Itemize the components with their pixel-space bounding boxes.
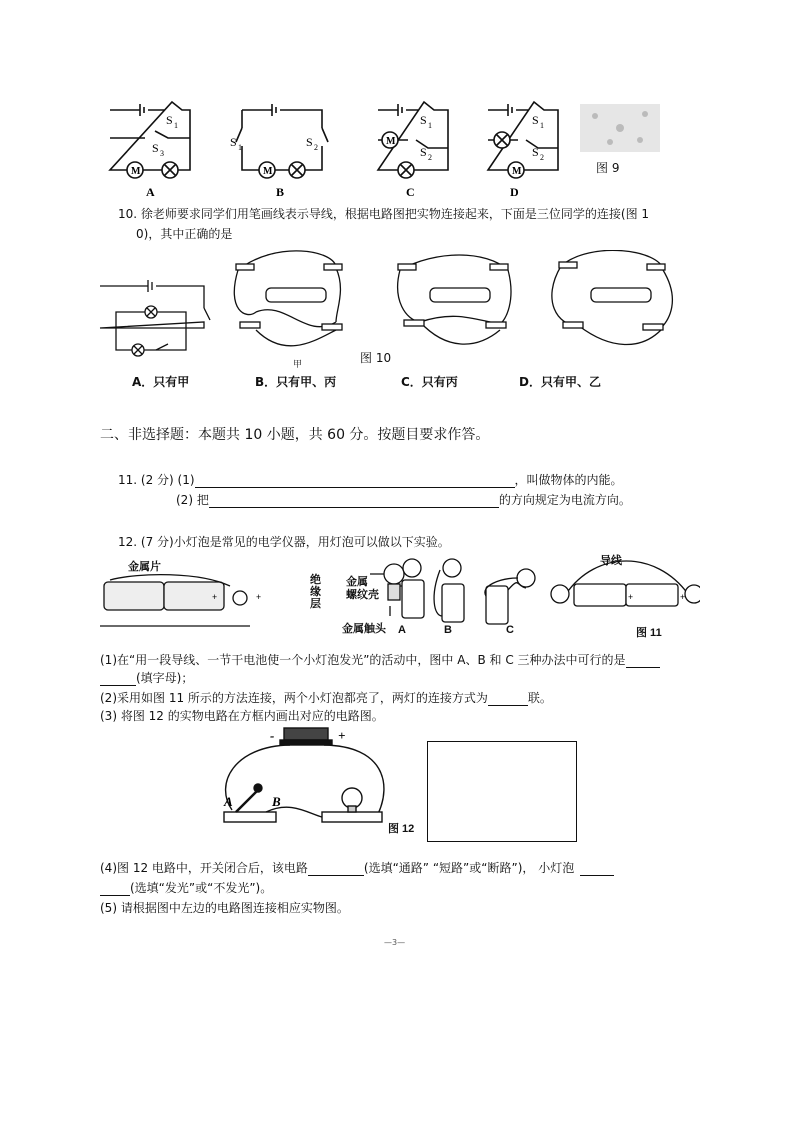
drawing-box[interactable] <box>427 741 577 842</box>
label-metal-shell-1: 金属 <box>346 576 368 588</box>
switch-label-s: S <box>230 135 237 149</box>
page-number: —3— <box>384 938 406 947</box>
battery-minus: - <box>270 728 275 743</box>
q12-blank-4a[interactable] <box>308 863 364 876</box>
q12-blank-1a[interactable] <box>626 655 660 668</box>
q12-p1-line1 <box>100 652 660 668</box>
label-metal-shell-2: 螺纹壳 <box>346 589 379 601</box>
q10-option-a: A．只有甲 <box>132 375 190 389</box>
q12-p4-line1 <box>100 860 614 876</box>
circuit-label: D <box>510 185 519 199</box>
wiring-yi <box>398 255 511 344</box>
switch-label-s: S <box>420 113 427 127</box>
figure-12-label: 图 12 <box>388 823 415 835</box>
q12-blank-1b[interactable] <box>100 673 136 686</box>
plus-sign: + <box>256 592 262 602</box>
wiring-jia <box>234 251 342 346</box>
circuit-b <box>236 104 328 178</box>
method-label-b: B <box>444 624 452 636</box>
q12-p2-text: (2)采用如图 11 所示的方法连接，两个小灯泡都亮了，两灯的连接方式为 <box>100 691 488 705</box>
switch-sub: 1 <box>540 121 544 130</box>
q12-blank-4c[interactable] <box>100 883 130 896</box>
method-label-c: C <box>506 624 514 636</box>
label-metal-sheet: 金属片 <box>128 561 161 573</box>
q10-option-b: B．只有甲、丙 <box>255 375 337 389</box>
q12-p4-line2 <box>100 880 272 896</box>
section-2-title: 二、非选择题：本题共 10 小题，共 60 分。按题目要求作答。 <box>100 427 490 443</box>
q12-p5: (5) 请根据图中左边的电路图连接相应实物图。 <box>100 901 349 915</box>
switch-base <box>224 812 276 822</box>
q12-p4-text: (4)图 12 电路中，开关闭合后，该电路 <box>100 861 308 875</box>
q11-line1 <box>118 472 623 488</box>
switch-sub: 3 <box>160 149 164 158</box>
switch-sub: 1 <box>174 121 178 130</box>
bulb-icon <box>342 788 362 808</box>
switch-label-s: S <box>166 113 173 127</box>
motor-label: M <box>386 136 396 147</box>
q12-p3: (3) 将图 12 的实物电路在方框内画出对应的电路图。 <box>100 709 384 723</box>
label-metal-shell <box>346 576 379 602</box>
plus-sign: + <box>628 592 634 602</box>
battery-box <box>284 728 328 740</box>
circuit-label: B <box>276 185 285 199</box>
q12-p2 <box>100 690 552 706</box>
switch-sub: 1 <box>238 143 242 152</box>
q12-p1-suffix: (填字母)； <box>136 671 194 685</box>
q10-option-d: D．只有甲、乙 <box>519 375 601 389</box>
q12-p1-line2 <box>100 670 193 686</box>
circuit-label: A <box>146 185 155 199</box>
switch-label-a: A <box>224 794 233 809</box>
q11-line2-prefix: (2) 把 <box>176 493 209 507</box>
switch-sub: 2 <box>428 153 432 162</box>
circuit-schematic <box>100 280 210 356</box>
plus-sign: + <box>212 592 218 602</box>
q12-p4-suffix: (选填“发光”或“不发光”)。 <box>130 881 273 895</box>
label-insulation-3: 层 <box>310 598 321 610</box>
bulb-methods <box>402 559 535 624</box>
label-metal-contact: 金属触头 <box>342 623 386 635</box>
q12-p2-suffix: 联。 <box>527 691 552 705</box>
figure-10-circuits <box>96 250 696 370</box>
method-label-a: A <box>398 624 406 636</box>
figure-12-circuit <box>214 724 414 839</box>
q12-blank-2[interactable] <box>488 693 528 706</box>
switch-sub: 2 <box>540 153 544 162</box>
circuit-label: C <box>406 185 415 199</box>
switch-label-s: S <box>532 145 539 159</box>
q10-text-line2: 0)，其中正确的是 <box>136 227 233 241</box>
label-insulation-2: 缘 <box>310 586 321 598</box>
q12-p4-mid: (选填“通路” “短路”或“断路”)， 小灯泡 <box>363 861 575 875</box>
figure-9-label: 图 9 <box>596 161 620 175</box>
circuit-d <box>488 102 558 178</box>
figure-10-label: 图 10 <box>360 351 392 365</box>
figure-11-label: 图 11 <box>636 627 662 639</box>
figure-11-two-bulbs <box>551 561 700 606</box>
q12-blank-4b[interactable] <box>580 863 614 876</box>
switch-sub: 2 <box>314 143 318 152</box>
motor-label: M <box>131 166 141 177</box>
switch-sub: 1 <box>428 121 432 130</box>
switch-label-s: S <box>306 135 313 149</box>
q10-text-line1: 10. 徐老师要求同学们用笔画线表示导线，根据电路图把实物连接起来，下面是三位同学的连接(图 1 <box>118 207 650 221</box>
label-insulation <box>310 574 321 610</box>
q11-line2-suffix: 的方向规定为电流方向。 <box>498 493 631 507</box>
wiring-bing <box>552 250 673 344</box>
label-insulation-1: 绝 <box>310 574 321 586</box>
switch-label-b: B <box>272 794 281 809</box>
q11-line2 <box>176 492 631 508</box>
motor-label: M <box>263 166 273 177</box>
switch-label-s: S <box>532 113 539 127</box>
plus-sign: + <box>680 592 686 602</box>
q11-blank-2[interactable] <box>209 495 499 508</box>
battery-plus: + <box>338 728 346 743</box>
q11-line1-prefix: 11. (2 分) (1) <box>118 473 195 487</box>
q12-text: 12. (7 分)小灯泡是常见的电学仪器，用灯泡可以做以下实验。 <box>118 535 450 549</box>
label-wire: 导线 <box>600 555 622 567</box>
figure-9-circuits <box>100 98 700 203</box>
q12-p1-text: (1)在“用一段导线、一节干电池使一个小灯泡发光”的活动中，图中 A、B 和 C 三种办法中可行的是 <box>100 653 626 667</box>
circuit-a <box>110 102 190 178</box>
bulb-base <box>322 812 382 822</box>
q11-line1-suffix: ，叫做物体的内能。 <box>514 473 623 487</box>
battery-with-metal-sheet <box>100 575 250 626</box>
switch-label-s: S <box>420 145 427 159</box>
switch-label-s: S <box>152 141 159 155</box>
motor-label: M <box>512 166 522 177</box>
figure-10-jia: 甲 <box>293 360 303 370</box>
q10-option-c: C．只有丙 <box>401 375 458 389</box>
q11-blank-1[interactable] <box>195 475 515 488</box>
